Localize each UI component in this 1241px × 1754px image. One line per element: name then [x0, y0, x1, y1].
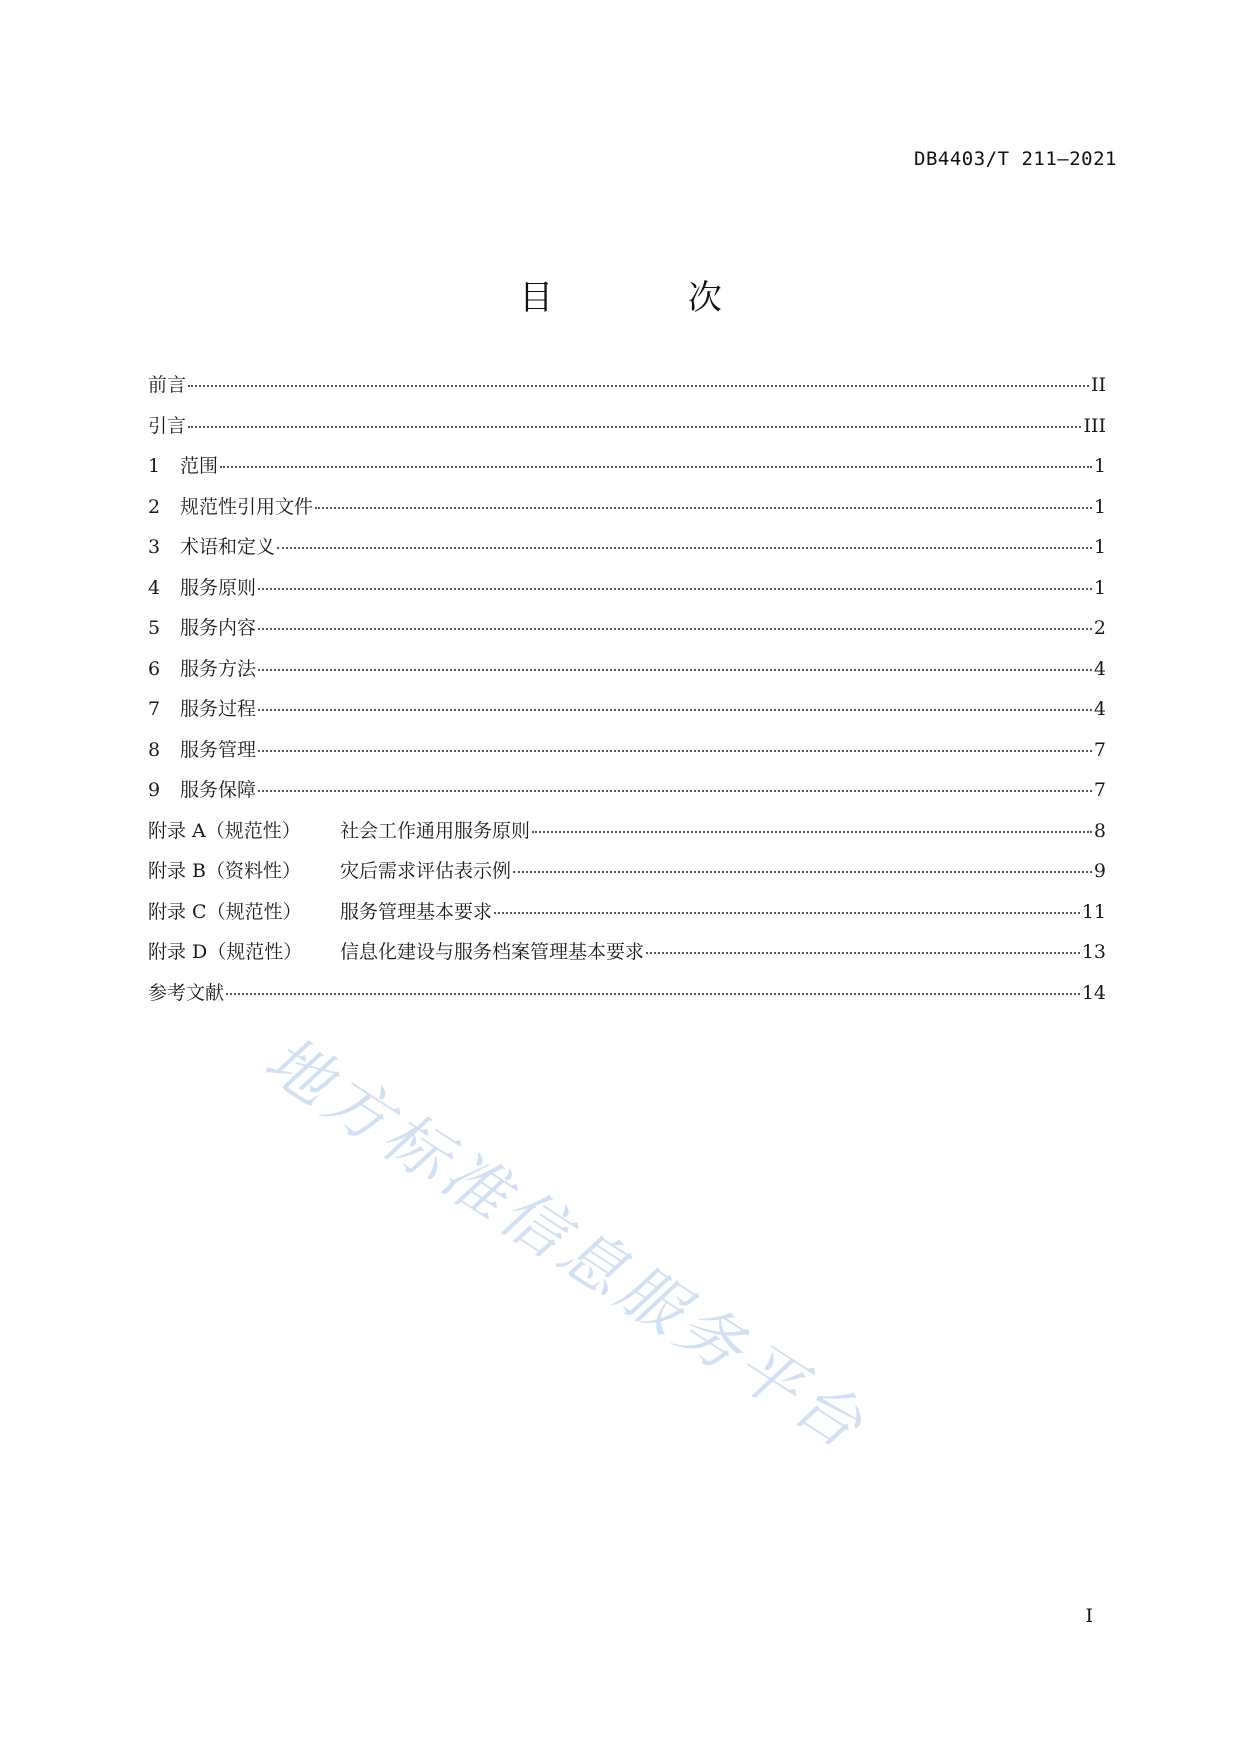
toc-entry-page: II [1090, 374, 1106, 396]
toc-entry-label [148, 613, 256, 640]
toc-entry[interactable] [148, 573, 1106, 614]
toc-entry-page: 4 [1093, 698, 1106, 720]
toc-entry-label [148, 897, 492, 924]
toc-entry-title: 服务原则 [180, 576, 257, 599]
toc-dot-leader [220, 466, 1092, 468]
toc-dot-leader [258, 750, 1092, 752]
toc-entry-title: 范围 [180, 455, 219, 477]
toc-entry-label [148, 937, 644, 964]
toc-entry-number: 1 [148, 455, 161, 477]
toc-dot-leader [258, 588, 1092, 590]
toc-entry-page: III [1083, 414, 1106, 437]
toc-entry-label [148, 492, 313, 519]
toc-entry-number: 9 [148, 779, 161, 801]
toc-dot-leader [226, 993, 1080, 995]
watermark: 地方标准信息服务平台 [251, 1022, 879, 1466]
toc-entry-number: 5 [148, 617, 161, 639]
toc-entry-page: 13 [1081, 941, 1106, 963]
toc-entry-page: 1 [1093, 576, 1106, 599]
toc-dot-leader [513, 871, 1092, 873]
toc-entry-number: 2 [148, 495, 161, 518]
toc-entry[interactable] [148, 816, 1106, 857]
toc-entry-label [148, 816, 530, 843]
toc-entry-page: 1 [1093, 455, 1106, 477]
toc-entry-number: 3 [148, 536, 161, 558]
toc-entry-appendix: 附录 B（资料性） [148, 860, 302, 882]
toc-dot-leader [532, 831, 1092, 833]
toc-entry-label [148, 451, 218, 478]
toc-entry[interactable] [148, 978, 1106, 1019]
toc-entry[interactable] [148, 897, 1106, 938]
toc-dot-leader [258, 790, 1092, 792]
toc-entry[interactable] [148, 532, 1106, 573]
toc-entry-page: 2 [1093, 617, 1106, 639]
toc-entry[interactable] [148, 451, 1106, 492]
toc-entry-title: 术语和定义 [180, 536, 276, 558]
toc-dot-leader [258, 669, 1092, 671]
toc-entry-page: 1 [1093, 495, 1106, 518]
toc-dot-leader [494, 912, 1080, 914]
toc-entry-page: 14 [1081, 981, 1106, 1004]
toc-entry[interactable] [148, 856, 1106, 897]
toc-entry[interactable] [148, 654, 1106, 695]
toc-entry[interactable] [148, 492, 1106, 533]
toc-dot-leader [277, 547, 1092, 549]
toc-entry-title: 服务保障 [180, 779, 257, 801]
toc-entry-number: 8 [148, 738, 161, 761]
toc-entry-title: 参考文献 [148, 981, 225, 1004]
toc-entry-title: 服务过程 [180, 698, 257, 720]
toc-entry[interactable] [148, 735, 1106, 776]
toc-dot-leader [258, 709, 1092, 711]
toc-entry-label [148, 573, 256, 600]
toc-entry-label [148, 735, 256, 762]
toc-entry-title: 引言 [148, 414, 187, 437]
toc-entry-label [148, 532, 275, 559]
toc-entry[interactable] [148, 937, 1106, 978]
toc-dot-leader [258, 628, 1092, 630]
toc-entry-number: 6 [148, 657, 161, 680]
toc-entry-page: 9 [1093, 860, 1106, 882]
doc-code: DB4403/T 211—2021 [914, 148, 1117, 170]
toc-entry-label [148, 411, 186, 438]
toc-dot-leader [646, 952, 1080, 954]
toc-entry[interactable] [148, 411, 1106, 452]
table-of-contents [148, 370, 1106, 1018]
toc-entry-title: 灾后需求评估表示例 [340, 860, 512, 882]
toc-entry-appendix: 附录 D（规范性） [148, 941, 303, 963]
toc-entry-number: 4 [148, 576, 161, 599]
toc-entry-title: 信息化建设与服务档案管理基本要求 [340, 941, 645, 963]
page-title: 目 次 [519, 278, 784, 318]
toc-entry-page: 8 [1093, 819, 1106, 842]
toc-entry[interactable] [148, 694, 1106, 735]
toc-entry-page: 7 [1093, 738, 1106, 761]
toc-entry-title: 服务管理基本要求 [340, 900, 493, 923]
toc-entry-page: 4 [1093, 657, 1106, 680]
toc-entry-page: 1 [1093, 536, 1106, 558]
toc-entry[interactable] [148, 370, 1106, 411]
toc-entry-label [148, 694, 256, 721]
toc-entry-label [148, 654, 256, 681]
toc-entry-label [148, 775, 256, 802]
toc-dot-leader [315, 507, 1092, 509]
toc-dot-leader [188, 385, 1089, 387]
toc-entry-title: 前言 [148, 374, 187, 396]
toc-entry[interactable] [148, 775, 1106, 816]
toc-entry-appendix: 附录 A（规范性） [148, 819, 301, 842]
toc-entry-number: 7 [148, 698, 161, 720]
toc-entry-title: 服务方法 [180, 657, 257, 680]
toc-entry-page: 7 [1093, 779, 1106, 801]
toc-entry[interactable] [148, 613, 1106, 654]
toc-entry-label [148, 856, 511, 883]
page-number: I [1085, 1605, 1093, 1627]
toc-entry-title: 服务管理 [180, 738, 257, 761]
toc-entry-label [148, 370, 186, 397]
toc-entry-page: 11 [1081, 900, 1106, 923]
toc-dot-leader [188, 426, 1081, 428]
toc-entry-appendix: 附录 C（规范性） [148, 900, 302, 923]
toc-entry-title: 规范性引用文件 [180, 495, 314, 518]
toc-entry-title: 服务内容 [180, 617, 257, 639]
toc-entry-label [148, 978, 224, 1005]
toc-entry-title: 社会工作通用服务原则 [340, 819, 531, 842]
